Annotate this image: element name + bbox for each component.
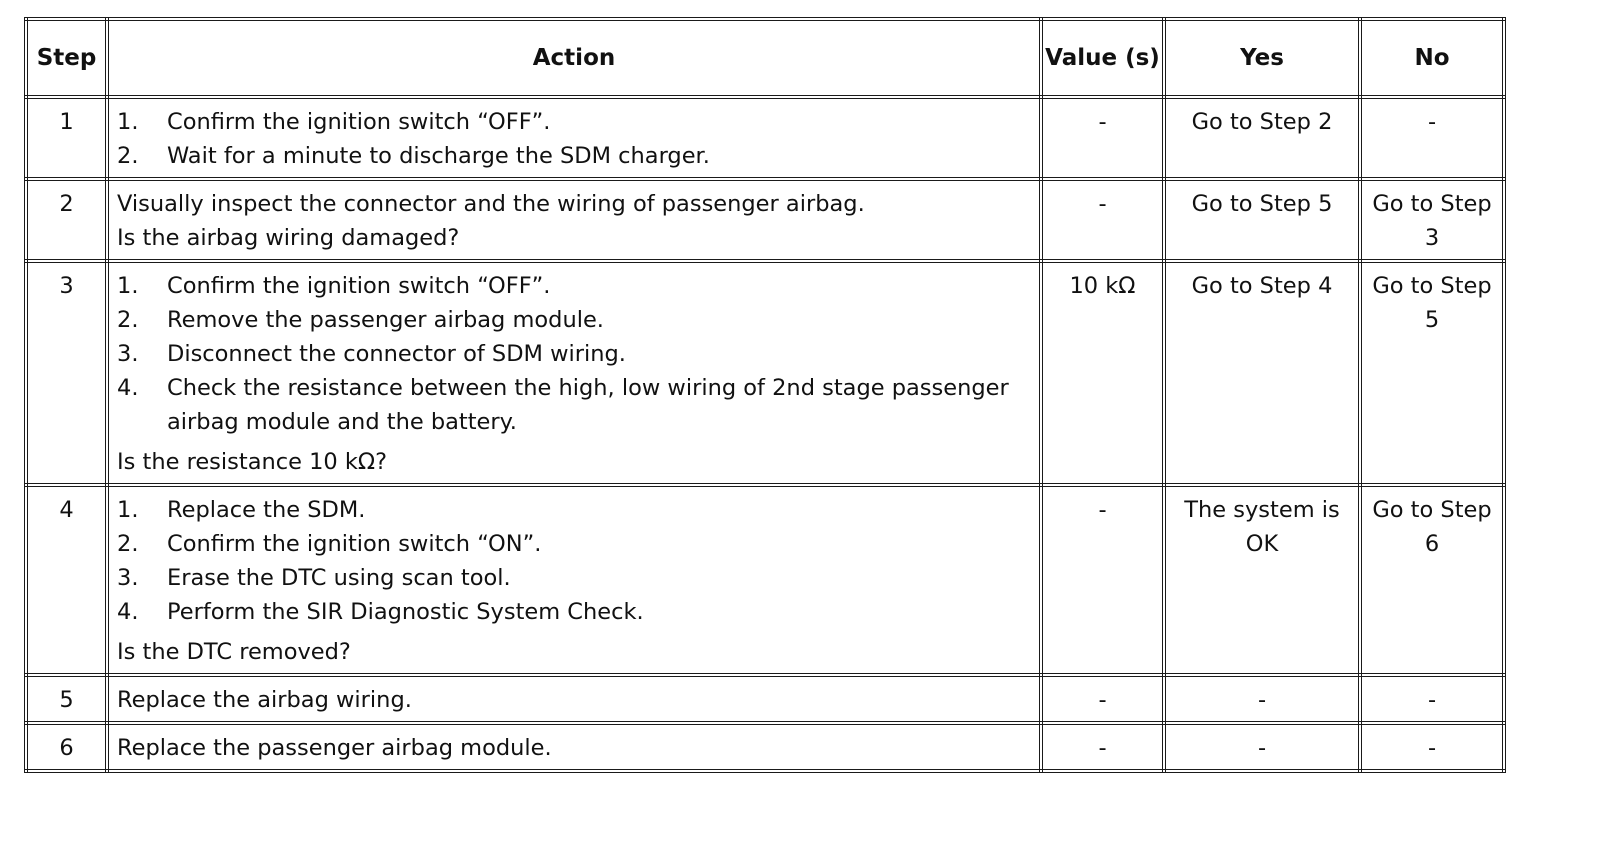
action-text: Wait for a minute to discharge the SDM charger. [167,143,710,169]
no-cell: - [1360,723,1504,771]
step-number: 4 [26,485,107,675]
action-text: Visually inspect the connector and the wiring of passenger airbag. Is the airbag wiring damaged? [117,191,865,251]
action-list [117,493,1031,629]
step-number: 3 [26,261,107,485]
action-text: Check the resistance between the high, low wiring of 2nd stage passenger airbag module and the battery. [167,375,1009,435]
question-text: Is the resistance 10 kΩ? [117,449,388,475]
action-list [117,269,1031,439]
header-action: Action [107,19,1041,97]
list-item: 2. Remove the passenger airbag module. [117,307,604,333]
step-number: 5 [26,675,107,723]
step-number: 2 [26,179,107,261]
list-item: 4. Perform the SIR Diagnostic System Check. [117,599,644,625]
header-value: Value (s) [1041,19,1164,97]
action-text: Disconnect the connector of SDM wiring. [167,341,626,367]
action-list [117,105,1031,173]
yes-cell: - [1164,675,1360,723]
no-cell: - [1360,675,1504,723]
no-cell: Go to Step 3 [1360,179,1504,261]
action-text: Confirm the ignition switch “OFF”. [167,273,551,299]
no-cell: Go to Step 5 [1360,261,1504,485]
table-row [26,261,1504,485]
list-item: 1. Confirm the ignition switch “OFF”. [117,109,551,135]
table-row [26,97,1504,179]
list-item: 2. Confirm the ignition switch “ON”. [117,531,542,557]
table-row [26,675,1504,723]
value-cell: - [1041,97,1164,179]
list-item: 2. Wait for a minute to discharge the SDM charger. [117,143,710,169]
yes-cell: The system is OK [1164,485,1360,675]
action-cell [107,97,1041,179]
diagnostic-table [24,17,1506,773]
value-cell: - [1041,675,1164,723]
step-number: 6 [26,723,107,771]
yes-cell: Go to Step 2 [1164,97,1360,179]
value-cell: - [1041,485,1164,675]
action-text: Perform the SIR Diagnostic System Check. [167,599,644,625]
header-step: Step [26,19,107,97]
action-cell [107,261,1041,485]
list-item: 1. Confirm the ignition switch “OFF”. [117,273,551,299]
table-row [26,723,1504,771]
table-row [26,485,1504,675]
action-text: Remove the passenger airbag module. [167,307,604,333]
header-no: No [1360,19,1504,97]
list-item: 3. Erase the DTC using scan tool. [117,565,511,591]
action-text: Confirm the ignition switch “ON”. [167,531,542,557]
no-cell: - [1360,97,1504,179]
yes-cell: Go to Step 4 [1164,261,1360,485]
table-row [26,179,1504,261]
value-cell: - [1041,179,1164,261]
action-cell [107,179,1041,261]
value-cell: 10 kΩ [1041,261,1164,485]
action-text: Replace the SDM. [167,497,366,523]
step-number: 1 [26,97,107,179]
action-cell [107,485,1041,675]
action-text: Replace the airbag wiring. [117,687,412,713]
header-row [26,19,1504,97]
action-text: Replace the passenger airbag module. [117,735,552,761]
action-text: Erase the DTC using scan tool. [167,565,511,591]
question-text: Is the DTC removed? [117,639,351,665]
list-item: 1. Replace the SDM. [117,497,366,523]
action-cell [107,723,1041,771]
no-cell: Go to Step 6 [1360,485,1504,675]
header-yes: Yes [1164,19,1360,97]
action-cell [107,675,1041,723]
value-cell: - [1041,723,1164,771]
yes-cell: - [1164,723,1360,771]
yes-cell: Go to Step 5 [1164,179,1360,261]
list-item: 3. Disconnect the connector of SDM wiring. [117,341,626,367]
action-text: Confirm the ignition switch “OFF”. [167,109,551,135]
list-item: 4. Check the resistance between the high, low wiring of 2nd stage passenger airbag module and the battery. [117,375,1009,435]
